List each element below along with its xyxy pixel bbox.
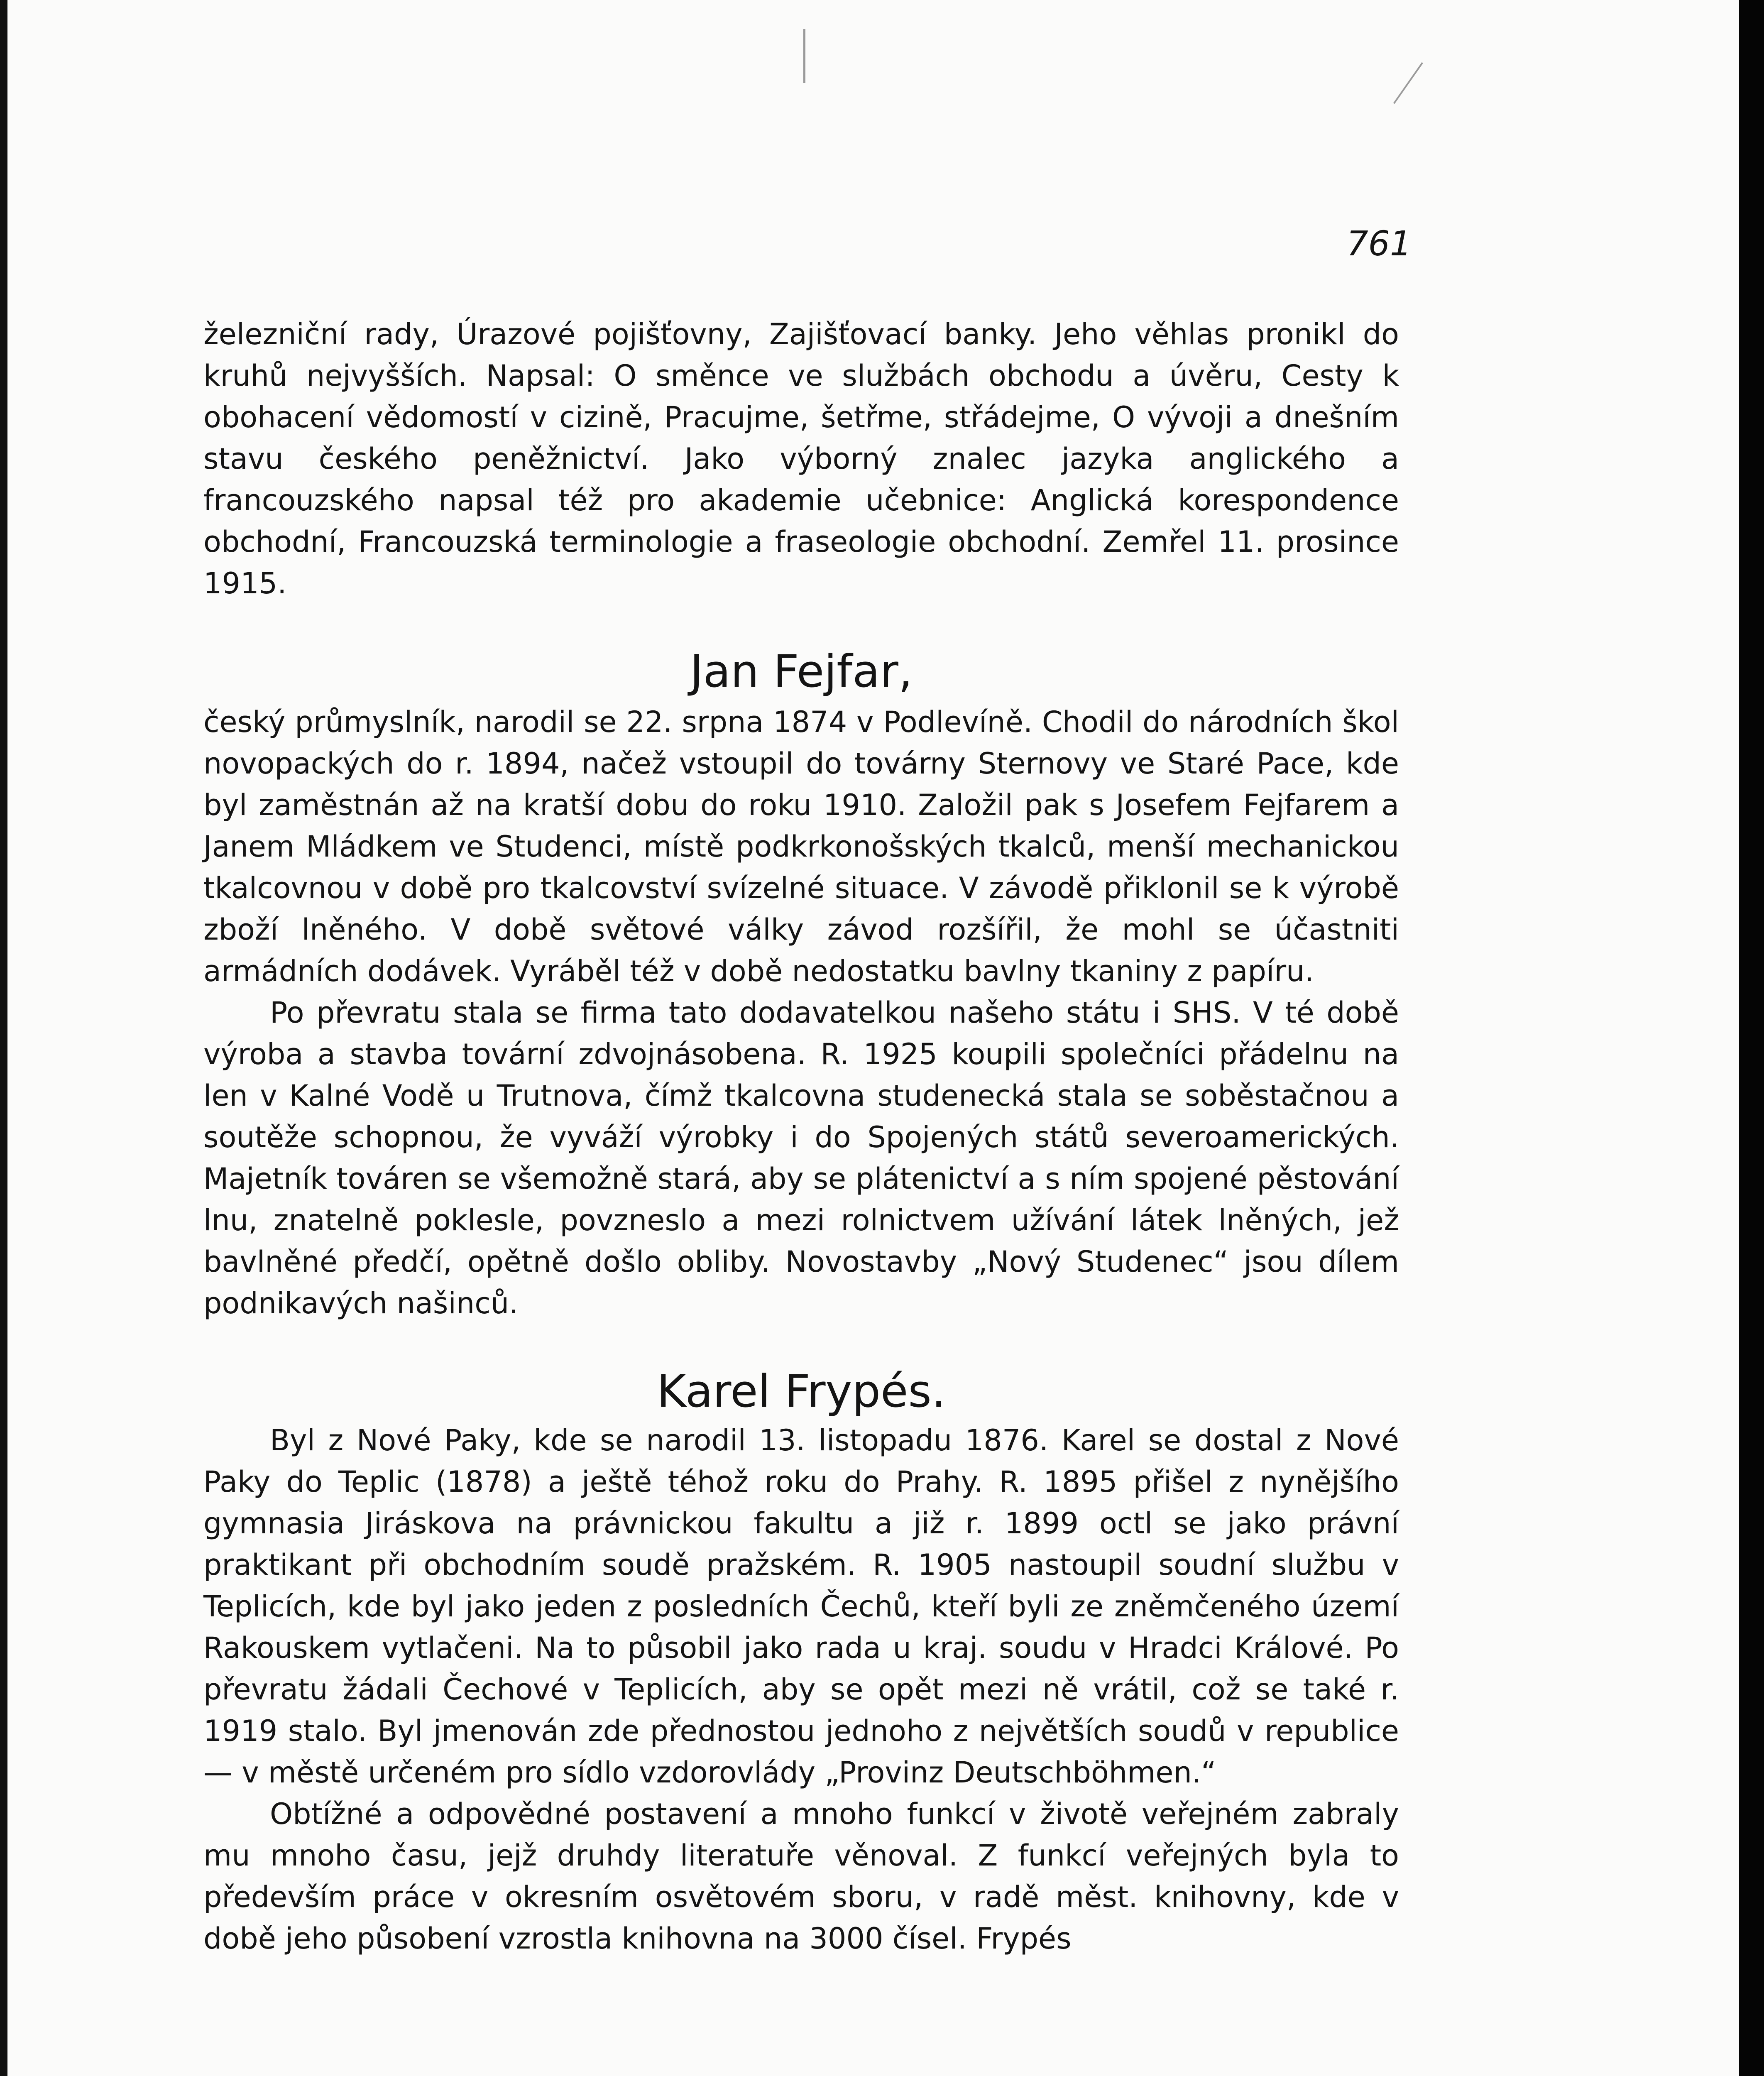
heading-karel-frypes: Karel Frypés. bbox=[656, 1366, 946, 1417]
heading-jan-fejfar: Jan Fejfar, bbox=[690, 646, 913, 698]
paragraph-karel-frypes-biography: Byl z Nové Paky, kde se narodil 13. listopadu 1876. Karel se dostal z Nové Paky do Teplic (1878) a ještě téhož roku do Prahy. R. 1895 přišel z nynějšího gymnasia Jiráskova na právnickou fakultu a již r. 1899 octl se jako právní praktikant při obchodním soudě pražském. R. 1905 nastoupil soudní službu v Teplicích, kde byl jako jeden z posledních Čechů, kteří byli ze zněmčeného území Rakouskem vytlačeni. Na to působil jako rada u kraj. soudu v Hradci Králové. Po převratu žádali Čechové v Teplicích, aby se opět mezi ně vrátil, což se také r. 1919 stalo. Byl jmenován zde přednostou jednoho z největších soudů v republice — v městě určeném pro sídlo vzdorovlády „Provinz Deutschböhmen.“ bbox=[203, 1423, 1399, 1790]
scan-right-edge bbox=[1739, 0, 1764, 2076]
paragraph-continuation: železniční rady, Úrazové pojišťovny, Zajišťovací banky. Jeho věhlas pronikl do kruhů nejvyšších. Napsal: O směnce ve službách obchodu a úvěru, Cesty k obohacení vědomostí v cizině, Pracujme, šetřme, střádejme, O vývoji a dnešním stavu českého peněžnictví. Jako výborný znalec jazyka anglického a francouzského napsal též pro akademie učebnice: Anglická korespondence obchodní, Francouzská terminologie a fraseologie obchodní. Zemřel 11. prosince 1915. bbox=[203, 317, 1399, 600]
page-number: 761 bbox=[1346, 224, 1412, 264]
scan-left-edge bbox=[0, 0, 7, 2076]
scan-mark-top bbox=[803, 29, 805, 83]
paragraph-jan-fejfar-after-revolution: Po převratu stala se firma tato dodavatelkou našeho státu i SHS. V té době výroba a stavba tovární zdvojnásobena. R. 1925 koupili společníci přádelnu na len v Kalné Vodě u Trutnova, čímž tkalcovna studenecká stala se soběstačnou a soutěže schopnou, že vyváží výrobky i do Spojených států severoamerických. Majetník továren se všemožně stará, aby se plátenictví a s ním spojené pěstování lnu, znatelně poklesle, povzneslo a mezi rolnictvem užívání látek lněných, jež bavlněné předčí, opětně došlo obliby. Novostavby „Nový Studenec“ jsou dílem podnikavých našinců. bbox=[203, 996, 1399, 1320]
paragraph-karel-frypes-public-work: Obtížné a odpovědné postavení a mnoho funkcí v životě veřejném zabraly mu mnoho času, jejž druhdy literatuře věnoval. Z funkcí veřejných byla to především práce v okresním osvětovém sboru, v radě měst. knihovny, kde v době jeho působení vzrostla knihovna na 3000 čísel. Frypés bbox=[203, 1797, 1399, 1956]
article-text bbox=[203, 313, 1399, 1959]
paragraph-jan-fejfar-intro: český průmyslník, narodil se 22. srpna 1874 v Podlevíně. Chodil do národních škol novopackých do r. 1894, načež vstoupil do továrny Sternovy ve Staré Pace, kde byl zaměstnán až na kratší dobu do roku 1910. Založil pak s Josefem Fejfarem a Janem Mládkem ve Studenci, místě podkrkonošských tkalců, menší mechanickou tkalcovnou v době pro tkalcovství svízelné situace. V závodě přiklonil se k výrobě zboží lněného. V době světové války závod rozšířil, že mohl se účastniti armádních dodávek. Vyráběl též v době nedostatku bavlny tkaniny z papíru. bbox=[203, 705, 1399, 988]
scan-mark-right bbox=[1393, 62, 1423, 104]
